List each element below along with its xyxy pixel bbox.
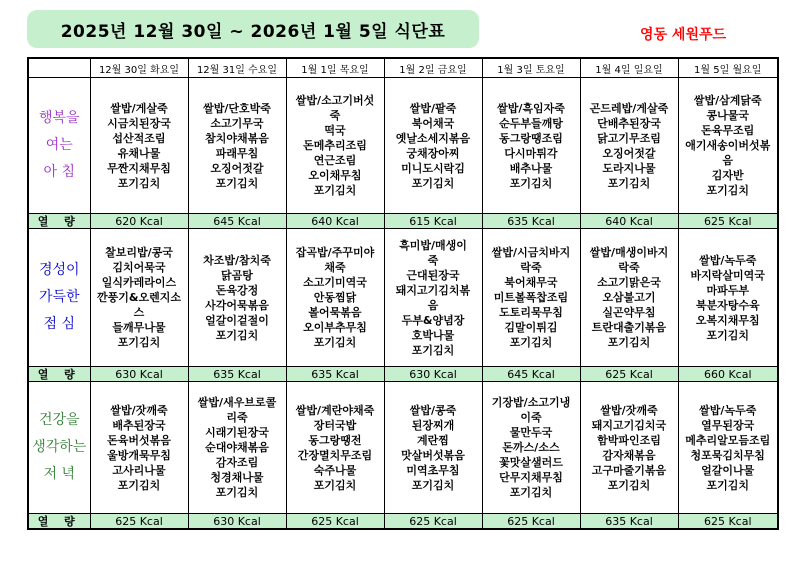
menu-cell [286, 78, 384, 214]
kcal-value: 620 Kcal [90, 214, 188, 229]
dish: 포기김치 [313, 336, 357, 349]
dish: 얼갈이나물 [701, 463, 755, 477]
menu-cell [188, 382, 286, 514]
menu-cell [482, 78, 580, 214]
kcal-value: 660 Kcal [678, 367, 778, 382]
dish: 포기김치 [313, 478, 357, 492]
dish: 포기김치 [509, 486, 553, 499]
meal-label-line: 경성이 [38, 262, 80, 278]
menu-table [27, 57, 779, 530]
dish: 포기김치 [607, 176, 651, 190]
dish: 음 [722, 154, 734, 167]
dish: 쌀밥/흑임자죽 [497, 101, 565, 115]
dish: 트란대출기볶음 [591, 321, 667, 334]
dish: 오삼불고기 [602, 291, 656, 304]
dish: 오이채무침 [308, 169, 362, 182]
dish: 소고기미역국 [303, 276, 367, 289]
dish: 옛날소세지볶음 [395, 131, 471, 145]
dish: 김자반 [711, 169, 744, 182]
day-header: 1월 4일 일요일 [580, 58, 678, 78]
dish: 쌀밥/소고기버섯 [295, 94, 375, 107]
dish: 락죽 [520, 261, 542, 274]
dish: 포기김치 [313, 184, 357, 197]
dish: 포기김치 [215, 328, 259, 342]
dish: 쌀밥/시금치바지 [491, 246, 571, 259]
dish: 잡곡밥/주꾸미야 [295, 246, 375, 259]
dish: 계란찜 [417, 433, 449, 447]
menu-cell [384, 78, 482, 214]
dish: 오이부추무침 [303, 321, 367, 334]
dish: 동그랑땡조림 [499, 131, 563, 145]
dish: 미역초무침 [406, 463, 460, 477]
kcal-label: 열 량 [28, 214, 90, 229]
dish: 고구마줄기볶음 [591, 463, 667, 477]
day-header: 1월 3일 토요일 [482, 58, 580, 78]
dish: 차조밥/참치죽 [203, 253, 271, 267]
dish: 쌀밥/잣깨죽 [600, 403, 658, 417]
dish: 콩나물국 [706, 109, 749, 122]
kcal-row [28, 214, 778, 229]
dish: 김치어묵국 [112, 261, 166, 274]
dish: 배추된장국 [112, 418, 166, 432]
corner-cell [28, 58, 90, 78]
dish: 쌀밥/녹두죽 [699, 253, 757, 267]
dish: 포기김치 [411, 478, 455, 492]
meal-label-line: 생각하는 [32, 439, 87, 455]
dish: 포기김치 [706, 328, 749, 342]
meal-label-line: 여는 [45, 137, 73, 153]
meal-label-line: 가득한 [38, 289, 80, 305]
dish: 돼지고기김치볶 [395, 283, 471, 297]
dish: 흑미밥/매생이 [399, 238, 467, 252]
dish: 함박파인조림 [597, 433, 661, 447]
menu-cell [678, 382, 778, 514]
dish: 포기김치 [509, 176, 553, 190]
dish: 시래기된장국 [205, 426, 269, 439]
dish: 실곤약무침 [602, 306, 656, 319]
menu-cell [286, 229, 384, 367]
kcal-value: 645 Kcal [188, 214, 286, 229]
dish: 두부&양념장 [401, 313, 465, 327]
day-header: 12월 31일 수요일 [188, 58, 286, 78]
day-header: 1월 1일 목요일 [286, 58, 384, 78]
dish: 스 [133, 306, 145, 319]
kcal-value: 635 Kcal [482, 214, 580, 229]
dish: 포기김치 [411, 343, 455, 357]
dish: 닭곰탕 [221, 268, 253, 282]
dish: 순대야채볶음 [205, 441, 269, 454]
kcal-value: 630 Kcal [384, 367, 482, 382]
day-header-row [28, 58, 778, 78]
dish: 근대된장국 [406, 268, 460, 282]
menu-cell [188, 229, 286, 367]
dish: 돼지고기김치국 [591, 418, 667, 432]
dish: 쌀밥/콩죽 [409, 403, 457, 417]
dish: 들깨무나물 [112, 321, 166, 334]
dish: 시금치된장국 [107, 116, 171, 130]
day-header: 1월 5일 월요일 [678, 58, 778, 78]
dish: 이죽 [520, 411, 542, 424]
kcal-value: 640 Kcal [286, 214, 384, 229]
dish: 단배추된장국 [597, 116, 661, 130]
dish: 청포묵김치무침 [690, 448, 765, 462]
menu-cell [384, 229, 482, 367]
dish: 동그랑땡전 [308, 433, 362, 447]
dish: 포기김치 [411, 176, 455, 190]
kcal-label: 열 량 [28, 514, 90, 530]
dish: 마파두부 [706, 283, 749, 297]
dish: 얼갈이겉절이 [205, 313, 269, 327]
company-name: 영동 세원푸드 [640, 27, 727, 43]
menu-cell [90, 382, 188, 514]
meal-label [28, 229, 90, 367]
dish: 소고기맑은국 [597, 276, 661, 289]
dish: 궁채장아찌 [406, 146, 460, 160]
dish: 북어채국 [411, 116, 455, 130]
dish: 돈까스/소스 [502, 441, 560, 454]
dish: 북어채무국 [504, 276, 558, 289]
dish: 쌀밥/팥죽 [409, 101, 457, 115]
dish: 채죽 [324, 261, 346, 274]
dish: 울방개묵무침 [107, 448, 171, 462]
meal-label-line: 행복을 [38, 110, 80, 126]
kcal-value: 625 Kcal [678, 214, 778, 229]
dish: 파래무침 [215, 146, 259, 160]
dish: 포기김치 [215, 176, 259, 190]
dish: 쌀밥/삼계닭죽 [693, 94, 762, 107]
dish: 간장멸치무조림 [297, 448, 373, 462]
menu-cell [188, 78, 286, 214]
dish: 호박나물 [411, 328, 455, 342]
day-header: 12월 30일 화요일 [90, 58, 188, 78]
dish: 포기김치 [706, 184, 749, 197]
dish: 배추나물 [509, 161, 553, 175]
menu-cell [384, 382, 482, 514]
dish: 애기새송이버섯볶 [685, 139, 771, 152]
dish: 열무된장국 [701, 418, 755, 432]
dish: 된장찌개 [411, 418, 455, 432]
kcal-value: 625 Kcal [678, 514, 778, 530]
dish: 돈육버섯볶음 [107, 433, 171, 447]
dish: 유채나물 [117, 146, 161, 160]
dish: 일식카레라이스 [101, 276, 177, 289]
day-header: 1월 2일 금요일 [384, 58, 482, 78]
dish: 참치야채볶음 [205, 131, 269, 145]
dish: 포기김치 [117, 336, 161, 349]
meal-label-line: 저 녁 [43, 466, 75, 482]
kcal-value: 615 Kcal [384, 214, 482, 229]
dish: 쌀밥/게살죽 [110, 101, 168, 115]
kcal-value: 625 Kcal [384, 514, 482, 530]
dish: 고사리나물 [112, 463, 166, 477]
dish: 죽 [427, 253, 439, 267]
dish: 연근조림 [313, 154, 357, 167]
dish: 미니도시락김 [401, 161, 465, 175]
dish: 리죽 [226, 411, 248, 424]
dish: 돈육무조림 [701, 124, 755, 137]
meal-label [28, 382, 90, 514]
dish: 꽃맛살샐러드 [499, 456, 563, 469]
dish: 쌀밥/잣깨죽 [110, 403, 168, 417]
dish: 쌀밥/새우브로콜 [197, 396, 277, 409]
menu-cell [678, 78, 778, 214]
dish: 미트볼폭찹조림 [493, 291, 569, 304]
menu-cell [580, 78, 678, 214]
dish: 북분자탕수육 [695, 298, 760, 312]
meal-label-line: 점 심 [43, 316, 75, 332]
kcal-value: 635 Kcal [286, 367, 384, 382]
dish: 포기김치 [117, 478, 161, 492]
dish: 찰보리밥/콩국 [105, 246, 173, 259]
menu-cell [580, 229, 678, 367]
dish: 숙주나물 [313, 463, 357, 477]
kcal-value: 625 Kcal [580, 367, 678, 382]
kcal-row [28, 514, 778, 530]
meal-row [28, 229, 778, 367]
dish: 순두부들깨탕 [499, 116, 563, 130]
menu-cell [482, 229, 580, 367]
dish: 음 [427, 298, 439, 312]
dish: 단무지채무침 [499, 471, 563, 484]
kcal-value: 645 Kcal [482, 367, 580, 382]
dish: 포기김치 [117, 176, 161, 190]
dish: 사각어묵볶음 [205, 298, 269, 312]
dish: 안동찜닭 [313, 291, 357, 304]
dish: 오징어젓갈 [602, 146, 656, 160]
kcal-value: 630 Kcal [188, 514, 286, 530]
dish: 장터국밥 [313, 418, 357, 432]
meal-label [28, 78, 90, 214]
dish: 쌀밥/매생이바지 [589, 246, 669, 259]
dish: 기장밥/소고기냉 [491, 396, 571, 409]
dish: 무짠지채무침 [107, 161, 171, 175]
dish: 쌀밥/녹두죽 [699, 403, 757, 417]
dish: 바지락살미역국 [690, 268, 765, 282]
dish: 소고기무국 [210, 116, 264, 130]
menu-cell [90, 229, 188, 367]
dish: 도라지나물 [602, 161, 656, 175]
dish: 물만두국 [509, 426, 553, 439]
dish: 맛살버섯볶음 [401, 448, 465, 462]
dish: 다시마튀각 [504, 146, 558, 160]
dish: 포기김치 [607, 336, 651, 349]
dish: 쌀밥/계란야채죽 [295, 403, 375, 417]
dish: 메추리알모듬조림 [685, 433, 771, 447]
kcal-value: 630 Kcal [90, 367, 188, 382]
dish: 포기김치 [706, 478, 749, 492]
kcal-value: 625 Kcal [482, 514, 580, 530]
dish: 오징어젓갈 [210, 161, 264, 175]
menu-cell [678, 229, 778, 367]
kcal-value: 625 Kcal [90, 514, 188, 530]
meal-label-line: 아 침 [43, 164, 75, 180]
kcal-value: 635 Kcal [188, 367, 286, 382]
page-title: 2025년 12월 30일 ~ 2026년 1월 5일 식단표 [27, 10, 479, 48]
dish: 곤드레밥/게살죽 [589, 101, 669, 115]
dish: 돈육강정 [215, 283, 259, 297]
kcal-label: 열 량 [28, 367, 90, 382]
dish: 섭산적조림 [112, 131, 166, 145]
menu-cell [286, 382, 384, 514]
dish: 쌀밥/단호박죽 [203, 101, 271, 115]
kcal-value: 640 Kcal [580, 214, 678, 229]
dish: 돈메추리조림 [303, 139, 367, 152]
menu-cell [482, 382, 580, 514]
dish: 죽 [329, 109, 341, 122]
dish: 오복지채무침 [695, 313, 760, 327]
dish: 감자채볶음 [602, 448, 656, 462]
meal-label-line: 건강을 [38, 412, 80, 428]
meal-row [28, 382, 778, 514]
menu-cell [580, 382, 678, 514]
kcal-value: 625 Kcal [286, 514, 384, 530]
kcal-row [28, 367, 778, 382]
dish: 깐풍기&오렌지소 [97, 291, 181, 304]
meal-row [28, 78, 778, 214]
dish: 포기김치 [215, 486, 259, 499]
dish: 닭고기무조림 [597, 131, 661, 145]
dish: 김말이튀김 [504, 321, 558, 334]
dish: 도토리묵무침 [499, 306, 563, 319]
dish: 포기김치 [509, 336, 553, 349]
dish: 볼어묵볶음 [308, 306, 362, 319]
dish: 떡국 [324, 124, 346, 137]
dish: 포기김치 [607, 478, 651, 492]
dish: 락죽 [618, 261, 640, 274]
dish: 감자조림 [215, 456, 259, 469]
menu-cell [90, 78, 188, 214]
kcal-value: 635 Kcal [580, 514, 678, 530]
dish: 청경채나물 [210, 471, 264, 484]
